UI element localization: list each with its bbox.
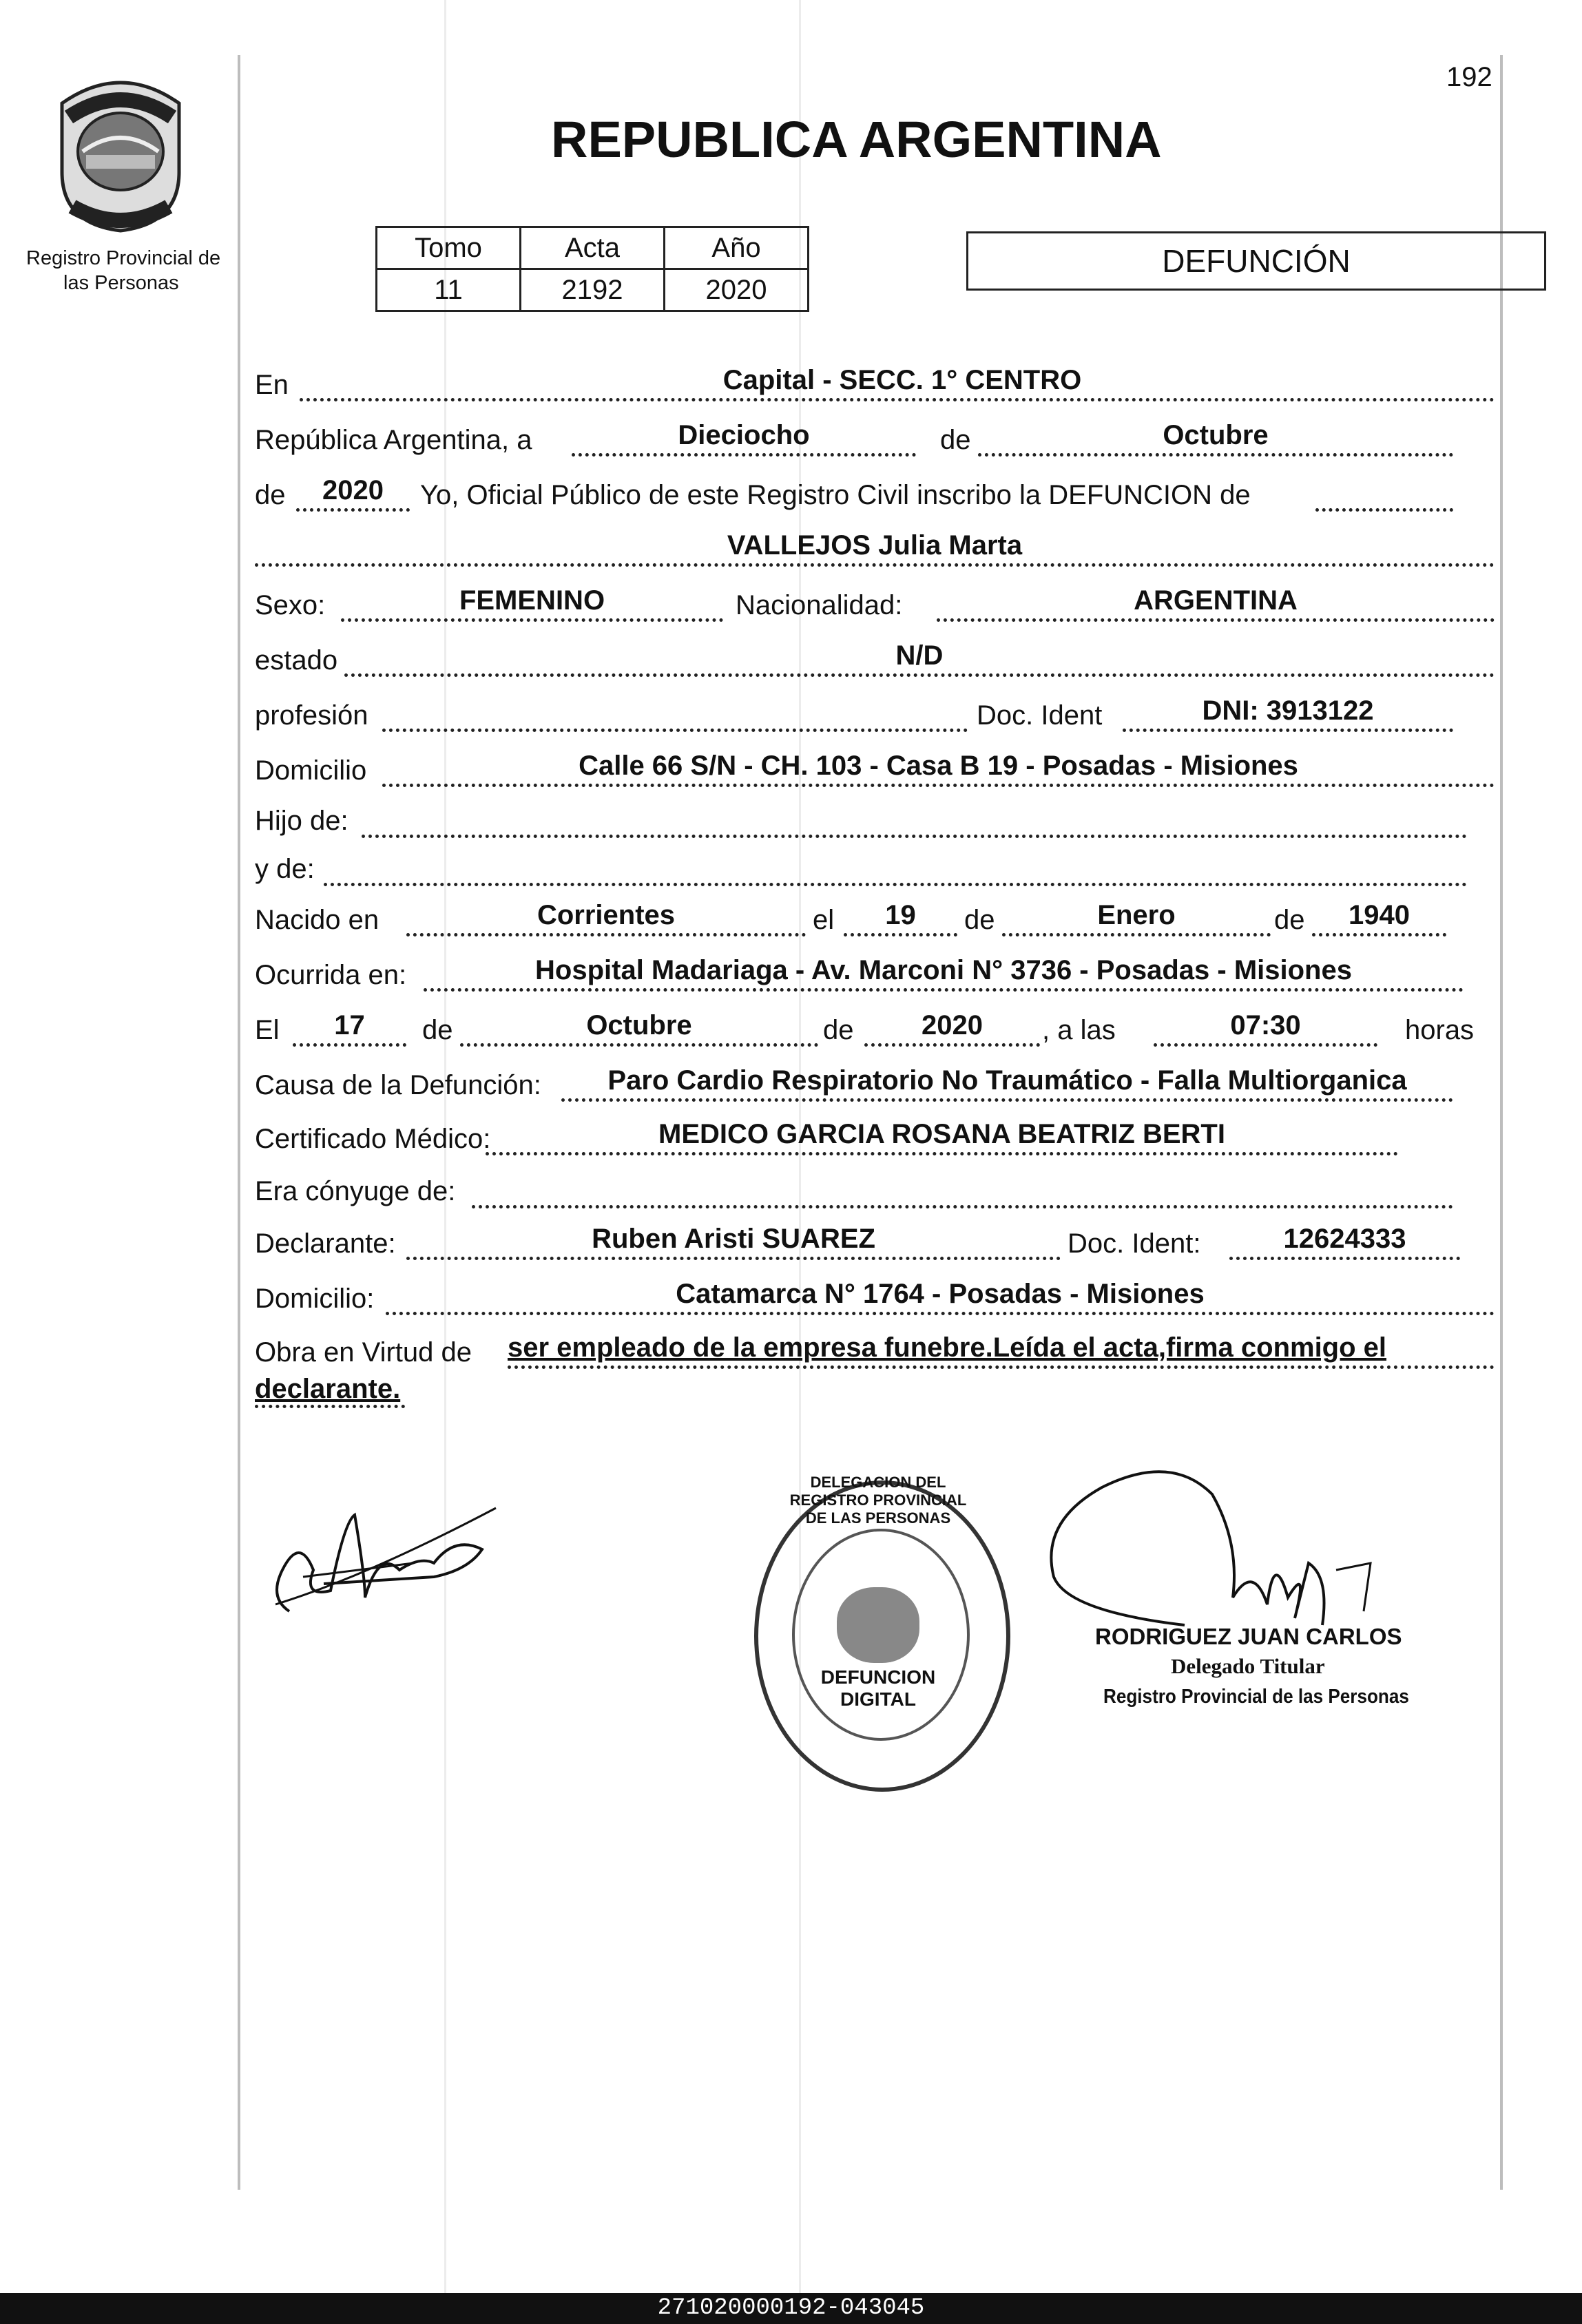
coat-of-arms-icon [48,69,193,234]
de-label: de [422,1015,453,1045]
document-title: REPUBLICA ARGENTINA [551,111,1162,168]
dotted-line [460,1043,818,1047]
dotted-line [382,784,1495,787]
dotted-line [1312,933,1446,936]
deceased-name-value: VALLEJOS Julia Marta [727,530,1023,561]
dotted-line [255,563,1495,567]
obra-text-1: ser empleado de la empresa funebre.Leída el acta,firma conmigo el [508,1332,1387,1363]
dotted-line [561,1098,1453,1102]
el-cap-label: El [255,1015,280,1045]
record-type-box: DEFUNCIÓN [966,231,1546,291]
declarante-domicilio-value: Catamarca N° 1764 - Posadas - Misiones [676,1279,1205,1309]
dotted-line [293,1043,406,1047]
dotted-line [300,398,1495,401]
table-header-tomo: Tomo [377,227,521,269]
record-table [375,226,809,312]
province-emblem [48,69,193,234]
nacido-label: Nacido en [255,905,379,935]
dotted-line [1315,508,1453,512]
death-year-value: 2020 [922,1010,983,1040]
yde-label: y de: [255,854,315,884]
dotted-line [937,618,1495,622]
footer-code: 271020000192-043045 [0,2293,1582,2324]
month-value: Octubre [1163,420,1269,450]
year-value: 2020 [322,475,384,505]
seal-outer-text: DELEGACION DEL REGISTRO PROVINCIAL DE LAS PERSONAS [789,1474,967,1527]
nacido-en-value: Corrientes [537,900,676,930]
certificado-value: MEDICO GARCIA ROSANA BEATRIZ BERTI [658,1119,1225,1149]
dotted-line [1002,933,1271,936]
dotted-line [386,1312,1495,1315]
certificado-label: Certificado Médico: [255,1124,491,1154]
officer-office: Registro Provincial de las Personas [1103,1686,1409,1708]
dotted-line [344,673,1495,677]
sexo-label: Sexo: [255,590,326,620]
dotted-line [341,618,723,622]
table-value-ano: 2020 [665,269,809,311]
conyuge-label: Era cónyuge de: [255,1176,456,1206]
obra-text-2: declarante. [255,1374,401,1404]
place-value: Capital - SECC. 1° CENTRO [722,365,1082,395]
domicilio-value: Calle 66 S/N - CH. 103 - Casa B 19 - Posadas - Misiones [579,751,1298,781]
emblem-caption-1: Registro Provincial de [26,247,221,269]
de-label: de [823,1015,854,1045]
dotted-line [486,1152,1398,1155]
dotted-line [406,1257,1061,1260]
left-margin-line [238,55,240,2190]
profesion-label: profesión [255,700,368,731]
estado-label: estado [255,645,338,676]
de-label: de [940,425,971,455]
estado-value: N/D [895,640,944,671]
officer-name: RODRIGUEZ JUAN CARLOS [1095,1624,1402,1649]
declarant-signature [262,1494,510,1625]
doc-ident-label: Doc. Ident [977,700,1103,731]
de-label: de [964,905,995,935]
birth-month-value: Enero [1097,900,1176,930]
dotted-line [472,1205,1453,1208]
birth-year-value: 1940 [1349,900,1410,930]
table-value-acta: 2192 [521,269,665,311]
dotted-line [424,988,1464,992]
officer-role: Delegado Titular [1171,1654,1325,1678]
table-header-acta: Acta [521,227,665,269]
dotted-line [864,1043,1040,1047]
death-month-value: Octubre [586,1010,692,1040]
sexo-value: FEMENINO [459,585,605,616]
dotted-line [382,729,968,732]
dotted-line [1154,1043,1377,1047]
declarante-label: Declarante: [255,1228,396,1259]
declarante-value: Ruben Aristi SUAREZ [592,1224,875,1254]
page-number: 192 [1446,62,1492,92]
horas-label: horas [1405,1015,1475,1045]
dotted-line [508,1365,1495,1369]
domicilio-label: Domicilio [255,755,367,786]
nacionalidad-value: ARGENTINA [1134,585,1298,616]
dotted-line [255,1405,405,1408]
de-label: de [255,480,286,510]
dotted-line [1229,1257,1460,1260]
dotted-line [406,933,806,936]
death-time-value: 07:30 [1230,1010,1301,1040]
death-day-value: 17 [334,1010,365,1040]
a-las-label: , a las [1042,1015,1116,1045]
de-label: de [1274,905,1305,935]
seal-emblem-icon [837,1587,919,1663]
el-label: el [813,905,835,935]
table-header-ano: Año [665,227,809,269]
hijo-label: Hijo de: [255,806,348,836]
dotted-line [1123,729,1453,732]
dotted-line [844,933,957,936]
day-words-value: Dieciocho [678,420,810,450]
dotted-line [362,835,1467,838]
domicilio2-label: Domicilio: [255,1284,375,1314]
republica-label: República Argentina, a [255,425,532,455]
birth-day-value: 19 [885,900,916,930]
table-value-tomo: 11 [377,269,521,311]
signature-loop-icon [1047,1460,1405,1632]
causa-value: Paro Cardio Respiratorio No Traumático - Falla Multiorganica [607,1065,1407,1096]
dotted-line [572,453,916,457]
dotted-line [324,883,1467,886]
dotted-line [978,453,1453,457]
nacionalidad-label: Nacionalidad: [736,590,903,620]
emblem-caption-2: las Personas [63,272,179,294]
signature-scribble-icon [262,1494,510,1625]
ocurrida-label: Ocurrida en: [255,960,407,990]
doc-ident-value: DNI: 3913122 [1202,695,1374,726]
ocurrida-en-value: Hospital Madariaga - Av. Marconi N° 3736 - Posadas - Misiones [535,955,1352,985]
officer-signature [1047,1460,1405,1632]
dotted-line [296,508,410,512]
en-label: En [255,370,289,400]
declarante-doc-value: 12624333 [1283,1224,1406,1254]
obra-label: Obra en Virtud de [255,1337,472,1368]
causa-label: Causa de la Defunción: [255,1070,541,1100]
seal-inner-text: DEFUNCION DIGITAL [820,1666,936,1710]
inscribo-text: Yo, Oficial Público de este Registro Civil inscribo la DEFUNCION de [420,480,1251,510]
doc-ident2-label: Doc. Ident: [1068,1228,1201,1259]
